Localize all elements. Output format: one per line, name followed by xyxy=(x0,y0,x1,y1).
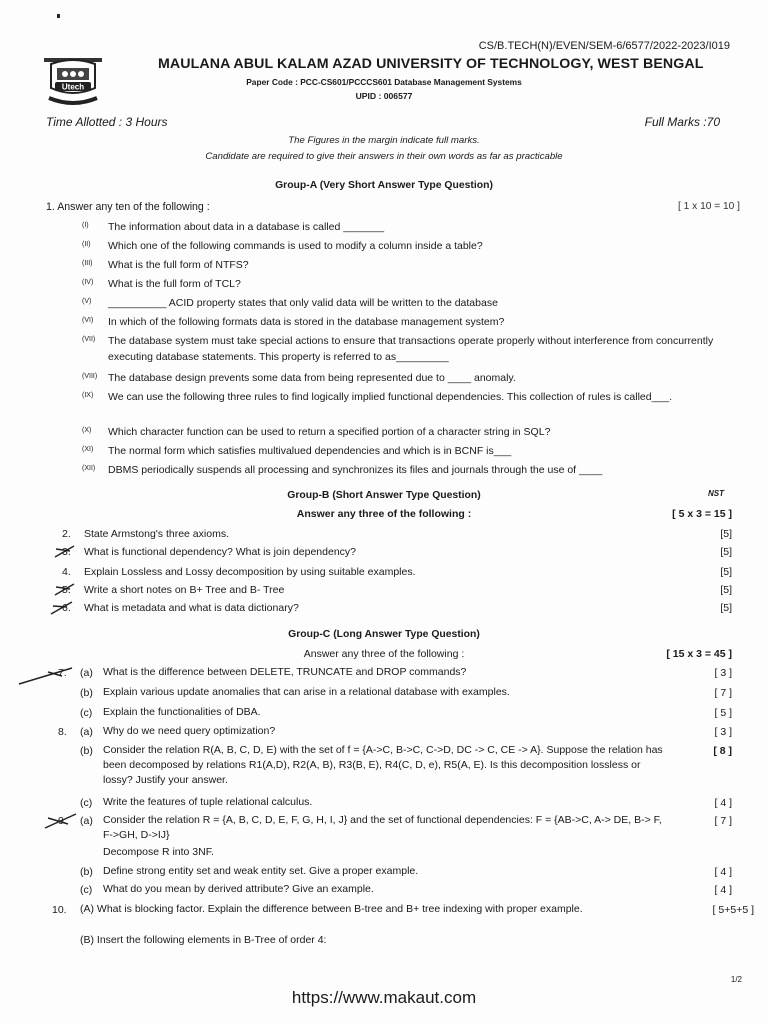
subquestion-letter: (b) xyxy=(80,687,93,699)
pen-mark xyxy=(50,601,74,615)
question-text: Which one of the following commands is used to modify a column inside a table? xyxy=(108,240,483,252)
group-c-instruction: Answer any three of the following : xyxy=(303,648,465,660)
pen-mark xyxy=(54,583,76,597)
upid: UPID : 006577 xyxy=(355,91,413,101)
question-text: Define strong entity set and weak entity set. Give a proper example. xyxy=(103,865,419,877)
question-text-extra: Decompose R into 3NF. xyxy=(103,846,214,858)
scan-speck xyxy=(57,14,60,18)
question-text: The normal form which satisfies multivalued dependencies and which is in BCNF is___ xyxy=(108,445,512,457)
question-text: Explain the functionalities of DBA. xyxy=(103,706,261,718)
question-text: Consider the relation R = {A, B, C, D, E, F, G, H, I, J} and the set of functional dependencies: F = {AB->C, A-> DE, B-> F, F->GH, D->IJ} xyxy=(103,814,662,841)
question-number: (II) xyxy=(82,241,91,248)
group-c-marks: [ 15 x 3 = 45 ] xyxy=(666,648,732,660)
paper-reference: CS/B.TECH(N)/EVEN/SEM-6/6577/2022-2023/I019 xyxy=(478,40,730,52)
question-marks: [ 3 ] xyxy=(714,667,732,679)
question-text: What is the full form of NTFS? xyxy=(108,259,249,271)
question-number: 8. xyxy=(58,726,67,738)
question-text: What is functional dependency? What is join dependency? xyxy=(84,546,357,558)
question-text: Why do we need query optimization? xyxy=(103,725,276,737)
question-text: What is the difference between DELETE, TRUNCATE and DROP commands? xyxy=(103,666,467,678)
handwritten-note: NST xyxy=(708,489,724,498)
question-marks: [5] xyxy=(720,584,732,596)
subquestion-letter: (c) xyxy=(80,797,93,809)
question-text: We can use the following three rules to find logically implied functional dependencies. This collection of rules is called___. xyxy=(108,391,673,403)
university-name: MAULANA ABUL KALAM AZAD UNIVERSITY OF TECHNOLOGY, WEST BENGAL xyxy=(158,56,704,72)
question-number: (IX) xyxy=(82,392,94,399)
question-number: 6. xyxy=(62,602,71,614)
question-marks: [ 5+5+5 ] xyxy=(712,904,754,916)
question-text: State Armstong's three axioms. xyxy=(84,528,229,540)
question-number: 9. xyxy=(58,815,67,827)
subquestion-letter: (a) xyxy=(80,815,93,827)
question-number: (X) xyxy=(82,427,92,434)
subquestion-letter: (a) xyxy=(80,667,93,679)
group-a-marks: [ 1 x 10 = 10 ] xyxy=(677,201,740,212)
question-text: Consider the relation R(A, B, C, D, E) with the set of f = {A->C, B->C, C->D, DC -> C, CE -> A}. Suppose the relation has been decomposed by relations R1(A,D), R2(A, B), R3(B, E), R4(C, D, e), R5(A, E). Is this decomposition lossless or lossy? Justify your answer. xyxy=(103,744,663,786)
candidate-note: Candidate are required to give their answers in their own words as far as practicable xyxy=(205,151,563,162)
subquestion-letter: (b) xyxy=(80,866,93,878)
question-text: (B) Insert the following elements in B-Tree of order 4: xyxy=(80,934,327,946)
question-number: 4. xyxy=(62,566,71,578)
question-number: 5. xyxy=(62,584,71,596)
question-text: Write the features of tuple relational calculus. xyxy=(103,796,313,808)
question-text: (A) What is blocking factor. Explain the difference between B-tree and B+ tree indexing with proper example. xyxy=(80,903,583,915)
question-text: What is the full form of TCL? xyxy=(108,278,241,290)
question-text: Which character function can be used to return a specified portion of a character string in SQL? xyxy=(108,426,551,438)
question-marks: [ 4 ] xyxy=(714,797,732,809)
question-text: In which of the following formats data is stored in the database management system? xyxy=(108,316,505,328)
pen-mark xyxy=(54,545,76,559)
question-number: (I) xyxy=(82,222,89,229)
question-marks: [ 4 ] xyxy=(714,884,732,896)
question-text: What is metadata and what is data dictionary? xyxy=(84,602,299,614)
group-b-instruction: Answer any three of the following : xyxy=(296,508,472,520)
time-allotted: Time Allotted : 3 Hours xyxy=(46,115,168,129)
question-number: (VI) xyxy=(82,317,94,324)
question-number: (XI) xyxy=(82,446,94,453)
page-number: 1/2 xyxy=(730,975,742,984)
full-marks: Full Marks :70 xyxy=(644,115,720,129)
subquestion-letter: (c) xyxy=(80,707,93,719)
question-text: Explain Lossless and Lossy decomposition by using suitable examples. xyxy=(84,566,416,578)
question-text: The database design prevents some data from being represented due to ____ anomaly. xyxy=(108,372,516,384)
question-marks: [ 7 ] xyxy=(714,687,732,699)
subquestion-letter: (b) xyxy=(80,745,93,757)
question-number: (VII) xyxy=(82,336,96,343)
group-a-instruction: 1. Answer any ten of the following : xyxy=(46,201,210,213)
group-c-title: Group-C (Long Answer Type Question) xyxy=(288,629,480,640)
question-number: 10. xyxy=(52,904,67,916)
question-marks: [ 8 ] xyxy=(713,745,732,757)
pen-mark xyxy=(44,812,78,830)
question-number: (IV) xyxy=(82,279,94,286)
question-number: (III) xyxy=(82,260,93,267)
question-marks: [ 7 ] xyxy=(714,815,732,827)
logo-text: Utech xyxy=(61,82,85,92)
question-text: What do you mean by derived attribute? Give an example. xyxy=(103,883,374,895)
question-number: 3. xyxy=(62,546,71,558)
question-marks: [ 4 ] xyxy=(714,866,732,878)
question-marks: [5] xyxy=(720,602,732,614)
pen-mark xyxy=(18,666,74,686)
question-text: DBMS periodically suspends all processing and synchronizes its files and journals through the use of ____ xyxy=(108,464,603,476)
question-text: __________ ACID property states that only valid data will be written to the database xyxy=(108,297,498,309)
question-marks: [5] xyxy=(720,546,732,558)
group-b-title: Group-B (Short Answer Type Question) xyxy=(287,490,481,501)
subquestion-letter: (c) xyxy=(80,884,93,896)
question-number: 7. xyxy=(58,667,67,679)
group-b-marks: [ 5 x 3 = 15 ] xyxy=(672,508,732,520)
question-text: The database system must take special actions to ensure that transactions operate properly without interference from concurrently executing database statements. This property is referred to as_________ xyxy=(108,335,714,363)
question-number: (V) xyxy=(82,298,92,305)
question-marks: [ 5 ] xyxy=(714,707,732,719)
subquestion-letter: (a) xyxy=(80,726,93,738)
question-marks: [ 3 ] xyxy=(714,726,732,738)
question-text: Write a short notes on B+ Tree and B- Tree xyxy=(84,584,285,596)
question-number: (VIII) xyxy=(82,373,98,380)
question-text: The information about data in a database is called _______ xyxy=(108,221,385,233)
footer-url[interactable]: https://www.makaut.com xyxy=(291,988,477,1007)
figures-note: The Figures in the margin indicate full marks. xyxy=(288,135,480,146)
question-number: (XII) xyxy=(82,465,96,472)
question-text: Explain various update anomalies that can arise in a relational database with examples. xyxy=(103,686,510,698)
question-marks: [5] xyxy=(720,528,732,540)
question-marks: [5] xyxy=(720,566,732,578)
paper-code: Paper Code : PCC-CS601/PCCCS601 Database Management Systems xyxy=(246,77,522,87)
group-a-title: Group-A (Very Short Answer Type Question) xyxy=(275,180,493,191)
question-number: 2. xyxy=(62,528,71,540)
